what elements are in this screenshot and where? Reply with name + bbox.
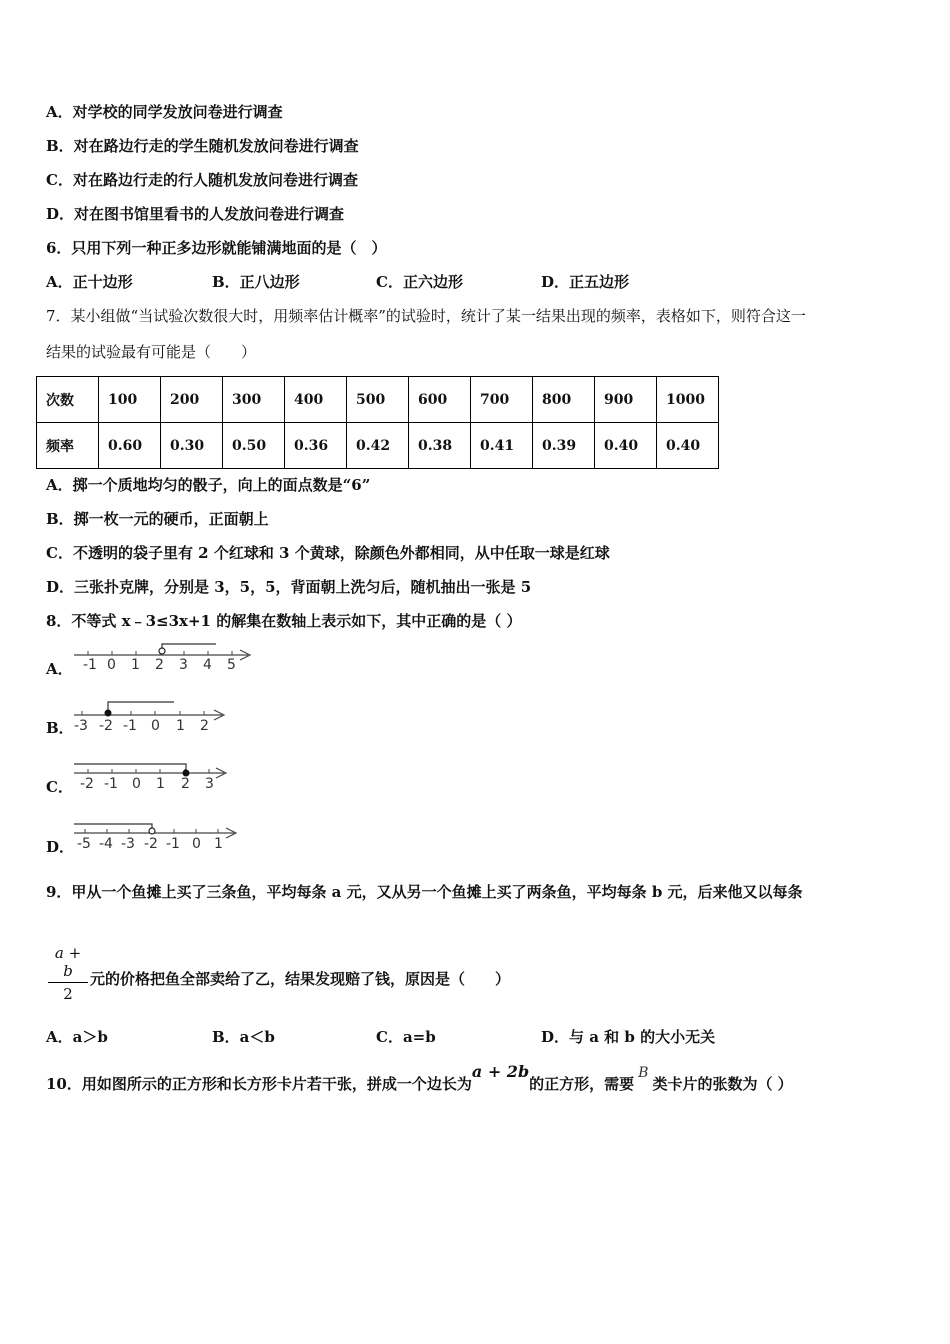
table-cell: 600	[409, 377, 471, 423]
table-cell: 900	[595, 377, 657, 423]
q6-option-c: C．正六边形	[376, 273, 463, 291]
filled-dot-marker	[105, 710, 111, 716]
number-line-d	[70, 818, 250, 854]
q5-option-b: B．对在路边行走的学生随机发放问卷进行调查	[46, 137, 359, 155]
q9-stem-line1: 9．甲从一个鱼摊上买了三条鱼，平均每条 a 元，又从另一个鱼摊上买了两条鱼，平均每条 b 元，后来他又以每条	[46, 883, 803, 901]
q6-option-b: B．正八边形	[212, 273, 300, 291]
fraction-denominator: 2	[63, 985, 73, 1003]
q8-option-b-label: B．	[46, 719, 74, 737]
table-cell: 1000	[657, 377, 719, 423]
tick-label: 0	[151, 718, 160, 734]
q10-stem	[46, 1062, 793, 1095]
q7-option-a: A．掷一个质地均匀的骰子，向上的面点数是“6”	[46, 476, 371, 494]
q9-fraction	[48, 944, 88, 1003]
q8-option-a-label: A．	[46, 660, 73, 678]
table-cell: 0.60	[99, 423, 161, 469]
table-row-counts	[37, 377, 719, 423]
table-cell: 200	[161, 377, 223, 423]
tick-label: 1	[214, 836, 223, 852]
table-cell: 0.39	[533, 423, 595, 469]
tick-label: 2	[155, 657, 164, 673]
q8-option-c-label: C．	[46, 778, 73, 796]
tick-label: -1	[166, 836, 180, 852]
table-header-counts: 次数	[37, 377, 99, 423]
q9-option-d: D．与 a 和 b 的大小无关	[541, 1028, 716, 1046]
table-cell: 500	[347, 377, 409, 423]
open-circle-marker	[159, 648, 165, 654]
number-line-b	[70, 700, 240, 736]
table-cell: 0.40	[595, 423, 657, 469]
table-cell: 100	[99, 377, 161, 423]
q10-part3: 类卡片的张数为（ ）	[652, 1075, 793, 1093]
solution-bracket	[74, 764, 186, 773]
solution-bracket	[162, 644, 216, 651]
tick-label: -2	[80, 776, 94, 792]
tick-label: -2	[144, 836, 158, 852]
open-circle-marker	[149, 828, 155, 834]
q9-option-b: B．a＜b	[212, 1028, 275, 1046]
q6-option-a: A．正十边形	[46, 273, 133, 291]
q10-variable: B	[638, 1065, 649, 1081]
q6-option-d: D．正五边形	[541, 273, 630, 291]
q10-part1: 10．用如图所示的正方形和长方形卡片若干张，拼成一个边长为	[46, 1075, 472, 1093]
q7-option-b: B．掷一枚一元的硬币，正面朝上	[46, 510, 269, 528]
table-cell: 0.50	[223, 423, 285, 469]
q7-stem-line2: 结果的试验最有可能是（ ）	[46, 343, 257, 361]
tick-label: 0	[107, 657, 116, 673]
frequency-table	[36, 376, 719, 469]
tick-label: -1	[104, 776, 118, 792]
table-cell: 400	[285, 377, 347, 423]
table-header-frequencies: 频率	[37, 423, 99, 469]
number-line-c	[70, 758, 240, 794]
q8-stem: 8．不等式 x﹣3≤3x+1 的解集在数轴上表示如下，其中正确的是（ ）	[46, 612, 522, 630]
tick-label: -5	[77, 836, 91, 852]
q6-stem: 6．只用下列一种正多边形就能铺满地面的是（ ）	[46, 239, 387, 257]
table-cell: 0.41	[471, 423, 533, 469]
solution-bracket	[108, 702, 174, 713]
tick-label: 0	[192, 836, 201, 852]
table-cell: 700	[471, 377, 533, 423]
tick-label: -1	[123, 718, 137, 734]
tick-label: -3	[121, 836, 135, 852]
table-cell: 0.30	[161, 423, 223, 469]
table-cell: 0.40	[657, 423, 719, 469]
tick-label: 0	[132, 776, 141, 792]
tick-label: -1	[83, 657, 97, 673]
tick-label: 1	[156, 776, 165, 792]
q7-option-c: C．不透明的袋子里有 2 个红球和 3 个黄球，除颜色外都相同，从中任取一球是红球	[46, 544, 610, 562]
tick-label: -4	[99, 836, 113, 852]
q10-expression: a + 2b	[471, 1062, 530, 1081]
q5-option-d: D．对在图书馆里看书的人发放问卷进行调查	[46, 205, 345, 223]
q9-option-a: A．a＞b	[46, 1028, 108, 1046]
number-line-a	[70, 640, 260, 676]
tick-label: 4	[203, 657, 212, 673]
tick-label: 2	[181, 776, 190, 792]
q6-options	[46, 272, 906, 292]
solution-bracket	[74, 824, 152, 830]
q7-option-d: D．三张扑克牌，分别是 3，5，5，背面朝上洗匀后，随机抽出一张是 5	[46, 578, 532, 596]
tick-label: 3	[205, 776, 214, 792]
q9-stem-line2: 元的价格把鱼全部卖给了乙，结果发现赔了钱，原因是（ ）	[90, 970, 511, 988]
tick-label: -3	[74, 718, 88, 734]
q10-part2: 的正方形，需要	[529, 1075, 635, 1093]
q5-option-c: C．对在路边行走的行人随机发放问卷进行调查	[46, 171, 358, 189]
table-cell: 0.42	[347, 423, 409, 469]
q7-stem-line1: 7．某小组做“当试验次数很大时，用频率估计概率”的试验时，统计了某一结果出现的频率，表格如下，则符合这一	[46, 307, 806, 325]
table-cell: 300	[223, 377, 285, 423]
q9-option-c: C．a=b	[376, 1028, 436, 1046]
table-cell: 800	[533, 377, 595, 423]
q9-options	[46, 1027, 906, 1047]
tick-label: 2	[200, 718, 209, 734]
table-cell: 0.38	[409, 423, 471, 469]
tick-label: -2	[99, 718, 113, 734]
tick-label: 3	[179, 657, 188, 673]
tick-label: 1	[176, 718, 185, 734]
tick-label: 1	[131, 657, 140, 673]
tick-label: 5	[227, 657, 236, 673]
q8-option-d-label: D．	[46, 838, 75, 856]
fraction-numerator: a + b	[48, 944, 88, 983]
table-row-frequencies	[37, 423, 719, 469]
table-cell: 0.36	[285, 423, 347, 469]
q5-option-a: A．对学校的同学发放问卷进行调查	[46, 103, 283, 121]
